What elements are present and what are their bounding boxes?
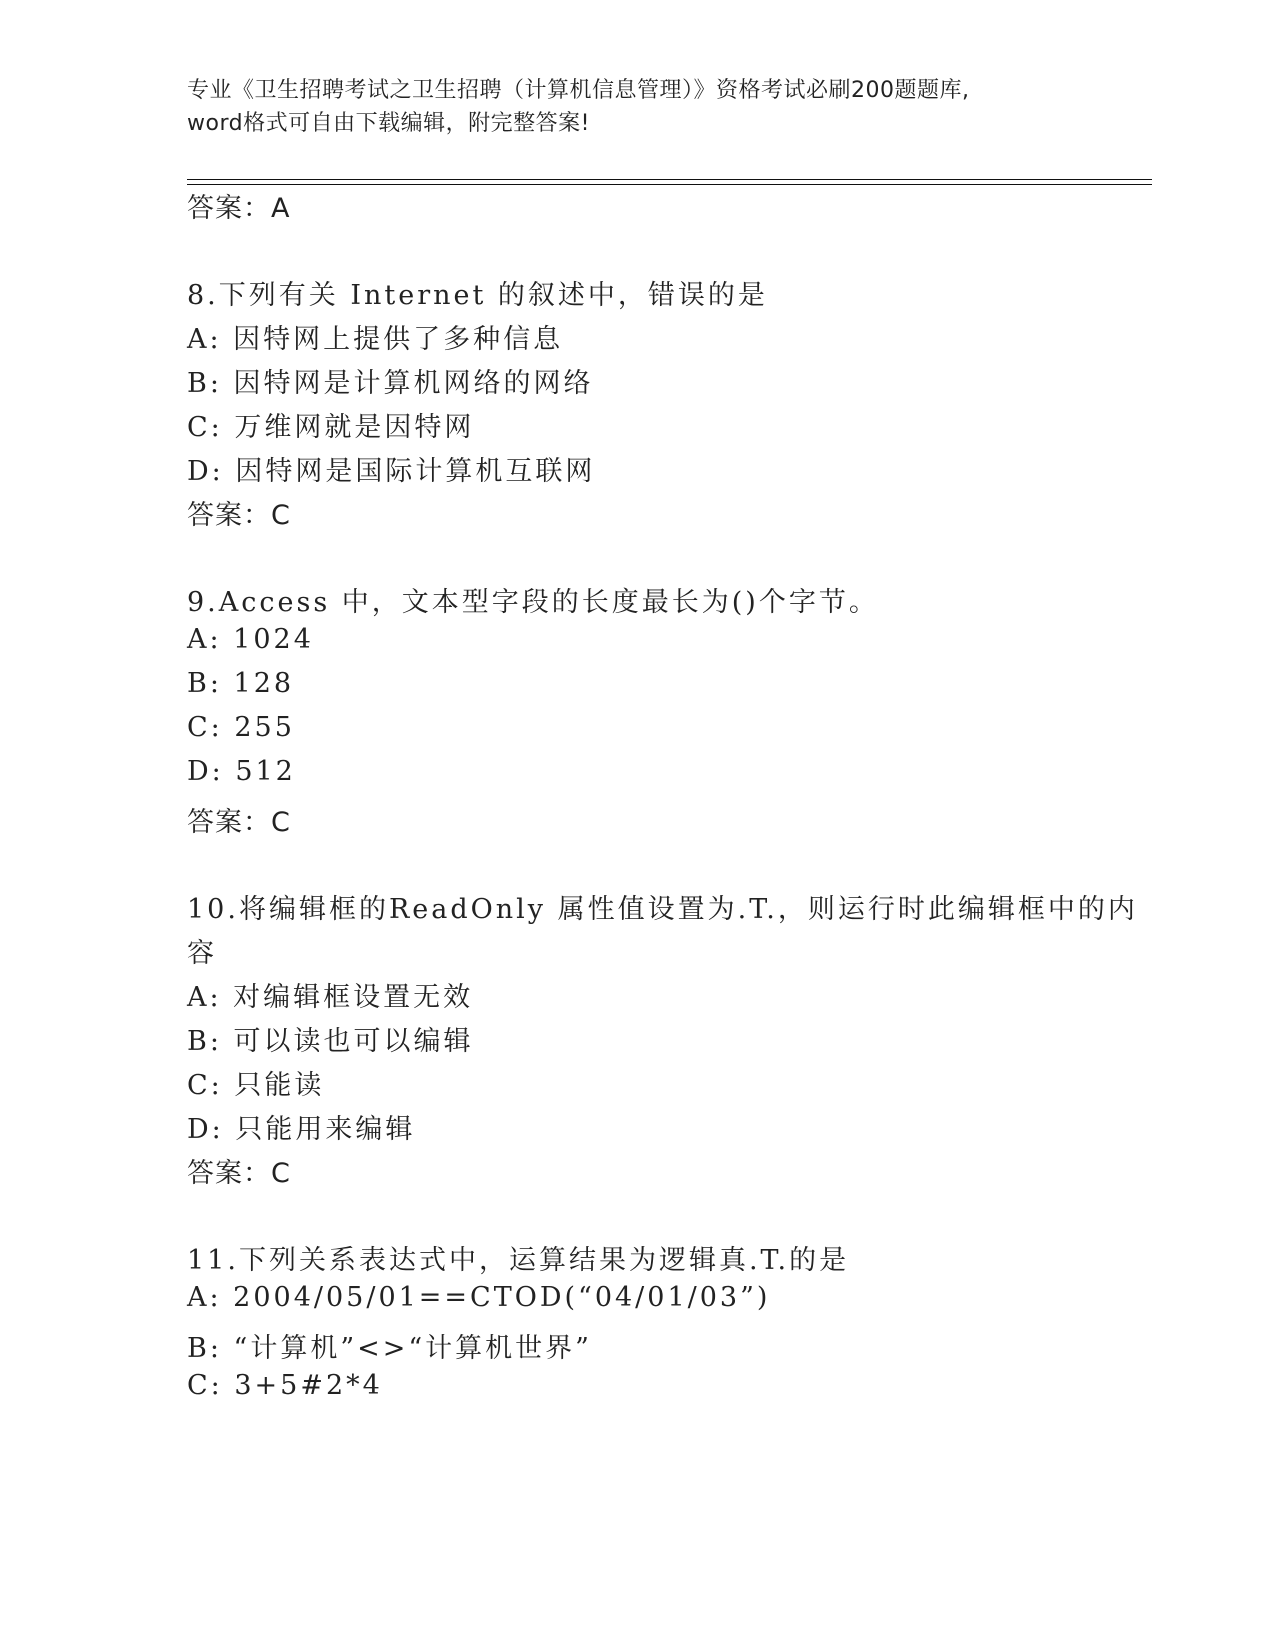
answer-line: 答案：C (187, 1158, 291, 1189)
option-b: B: 因特网是计算机网络的网络 (187, 368, 594, 399)
option-a: A: 对编辑框设置无效 (187, 982, 474, 1013)
question-text: 9.Access 中，文本型字段的长度最长为()个字节。 (187, 587, 879, 618)
question-text: 8.下列有关 Internet 的叙述中，错误的是 (187, 280, 768, 311)
option-d: D: 只能用来编辑 (187, 1114, 416, 1145)
option-a: A: 2004/05/01==CTOD(“04/01/03”) (187, 1282, 771, 1313)
option-c: C: 255 (187, 712, 295, 743)
header-divider-bottom (187, 184, 1152, 185)
option-d: D: 512 (187, 756, 296, 787)
question-text: 10.将编辑框的ReadOnly 属性值设置为.T.，则运行时此编辑框中的内 (187, 894, 1138, 925)
option-c: C: 3+5#2*4 (187, 1370, 383, 1401)
option-c: C: 万维网就是因特网 (187, 412, 475, 443)
answer-line: 答案：C (187, 500, 291, 531)
option-b: B: 可以读也可以编辑 (187, 1026, 474, 1057)
option-b: B: 128 (187, 668, 295, 699)
header-divider-top (187, 179, 1152, 180)
option-a: A: 因特网上提供了多种信息 (187, 324, 564, 355)
question-text: 11.下列关系表达式中，运算结果为逻辑真.T.的是 (187, 1245, 850, 1276)
answer-line: 答案：A (187, 193, 291, 224)
answer-line: 答案：C (187, 807, 291, 838)
document-header (187, 74, 1087, 140)
option-c: C: 只能读 (187, 1070, 325, 1101)
question-text-continued: 容 (187, 938, 217, 969)
option-a: A: 1024 (187, 624, 314, 655)
option-b: B: “计算机”<>“计算机世界” (187, 1333, 592, 1364)
header-line-2: word格式可自由下载编辑，附完整答案! (187, 111, 590, 136)
header-line-1: 专业《卫生招聘考试之卫生招聘（计算机信息管理）》资格考试必刷200题题库, (187, 78, 970, 103)
option-d: D: 因特网是国际计算机互联网 (187, 456, 596, 487)
